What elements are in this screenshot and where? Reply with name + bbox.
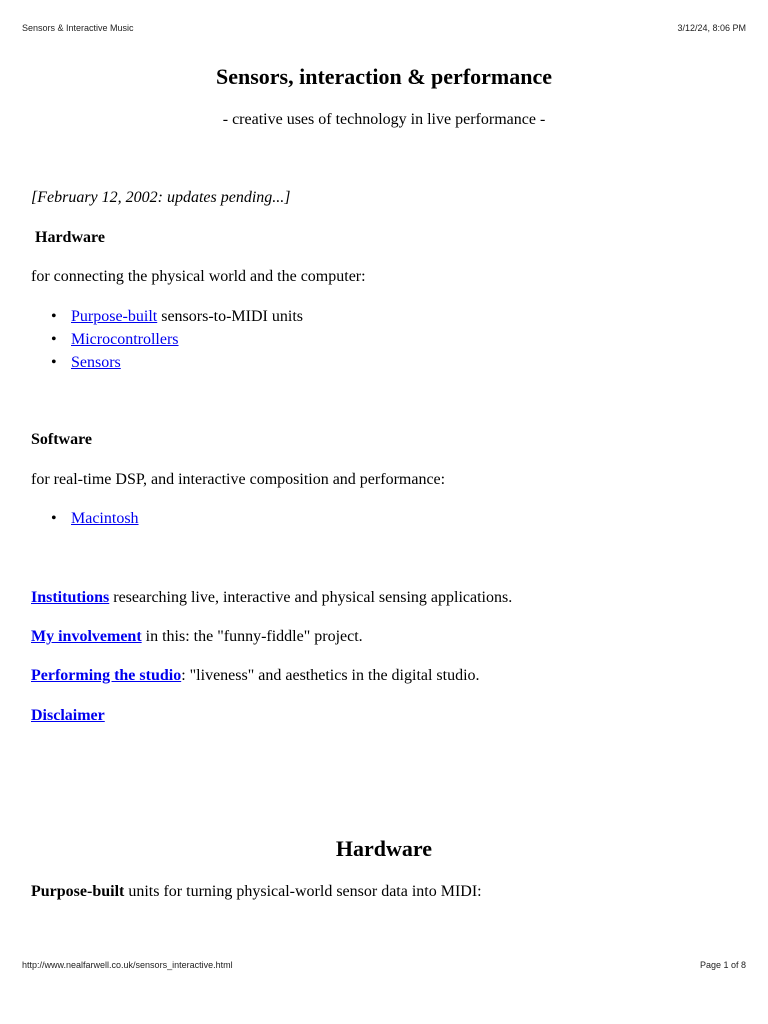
page-title: Sensors, interaction & performance: [215, 64, 553, 89]
institutions-link[interactable]: Institutions: [31, 589, 110, 606]
hardware-intro: for connecting the physical world and the computer:: [31, 268, 366, 285]
bullet-icon: •: [51, 308, 57, 325]
print-footer-page: Page 1 of 8: [699, 960, 746, 970]
disclaimer-line: [31, 707, 105, 725]
performing-line: [31, 667, 480, 685]
hardware-heading: Hardware: [35, 229, 105, 246]
print-header: [22, 23, 746, 33]
microcontrollers-link[interactable]: Microcontrollers: [71, 331, 179, 348]
list-item-text: sensors-to-MIDI units: [157, 308, 303, 325]
list-item: [31, 308, 303, 331]
institutions-text: researching live, interactive and physical sensing applications.: [109, 589, 513, 606]
software-intro: for real-time DSP, and interactive composition and performance:: [31, 471, 446, 488]
print-header-title: Sensors & Interactive Music: [22, 23, 134, 33]
performing-text: : "liveness" and aesthetics in the digital studio.: [181, 667, 480, 684]
institutions-line: [31, 589, 512, 607]
print-header-datetime: 3/12/24, 8:06 PM: [677, 23, 746, 33]
hardware-list: [31, 308, 303, 377]
section-lead-bold: Purpose-built: [31, 883, 125, 900]
software-list: [31, 510, 139, 533]
macintosh-link[interactable]: Macintosh: [71, 510, 139, 527]
section-lead: [31, 883, 482, 901]
disclaimer-link[interactable]: Disclaimer: [31, 707, 105, 724]
print-footer-url: http://www.nealfarwell.co.uk/sensors_interactive.html: [22, 960, 233, 970]
software-heading: Software: [31, 431, 93, 448]
sensors-link[interactable]: Sensors: [71, 354, 121, 371]
bullet-icon: •: [51, 331, 57, 348]
section-heading-hardware: Hardware: [335, 836, 433, 861]
my-involvement-link[interactable]: My involvement: [31, 628, 142, 645]
update-note: [February 12, 2002: updates pending...]: [31, 189, 291, 206]
purpose-built-link[interactable]: Purpose-built: [71, 308, 158, 325]
section-lead-text: units for turning physical-world sensor data into MIDI:: [124, 883, 482, 900]
bullet-icon: •: [51, 510, 57, 527]
performing-the-studio-link[interactable]: Performing the studio: [31, 667, 182, 684]
page-subtitle: - creative uses of technology in live performance -: [222, 111, 546, 128]
list-item: [31, 510, 139, 533]
list-item: [31, 354, 303, 377]
list-item: [31, 331, 303, 354]
bullet-icon: •: [51, 354, 57, 371]
involvement-text: in this: the "funny-fiddle" project.: [141, 628, 363, 645]
print-footer: [22, 960, 746, 970]
involvement-line: [31, 628, 363, 646]
